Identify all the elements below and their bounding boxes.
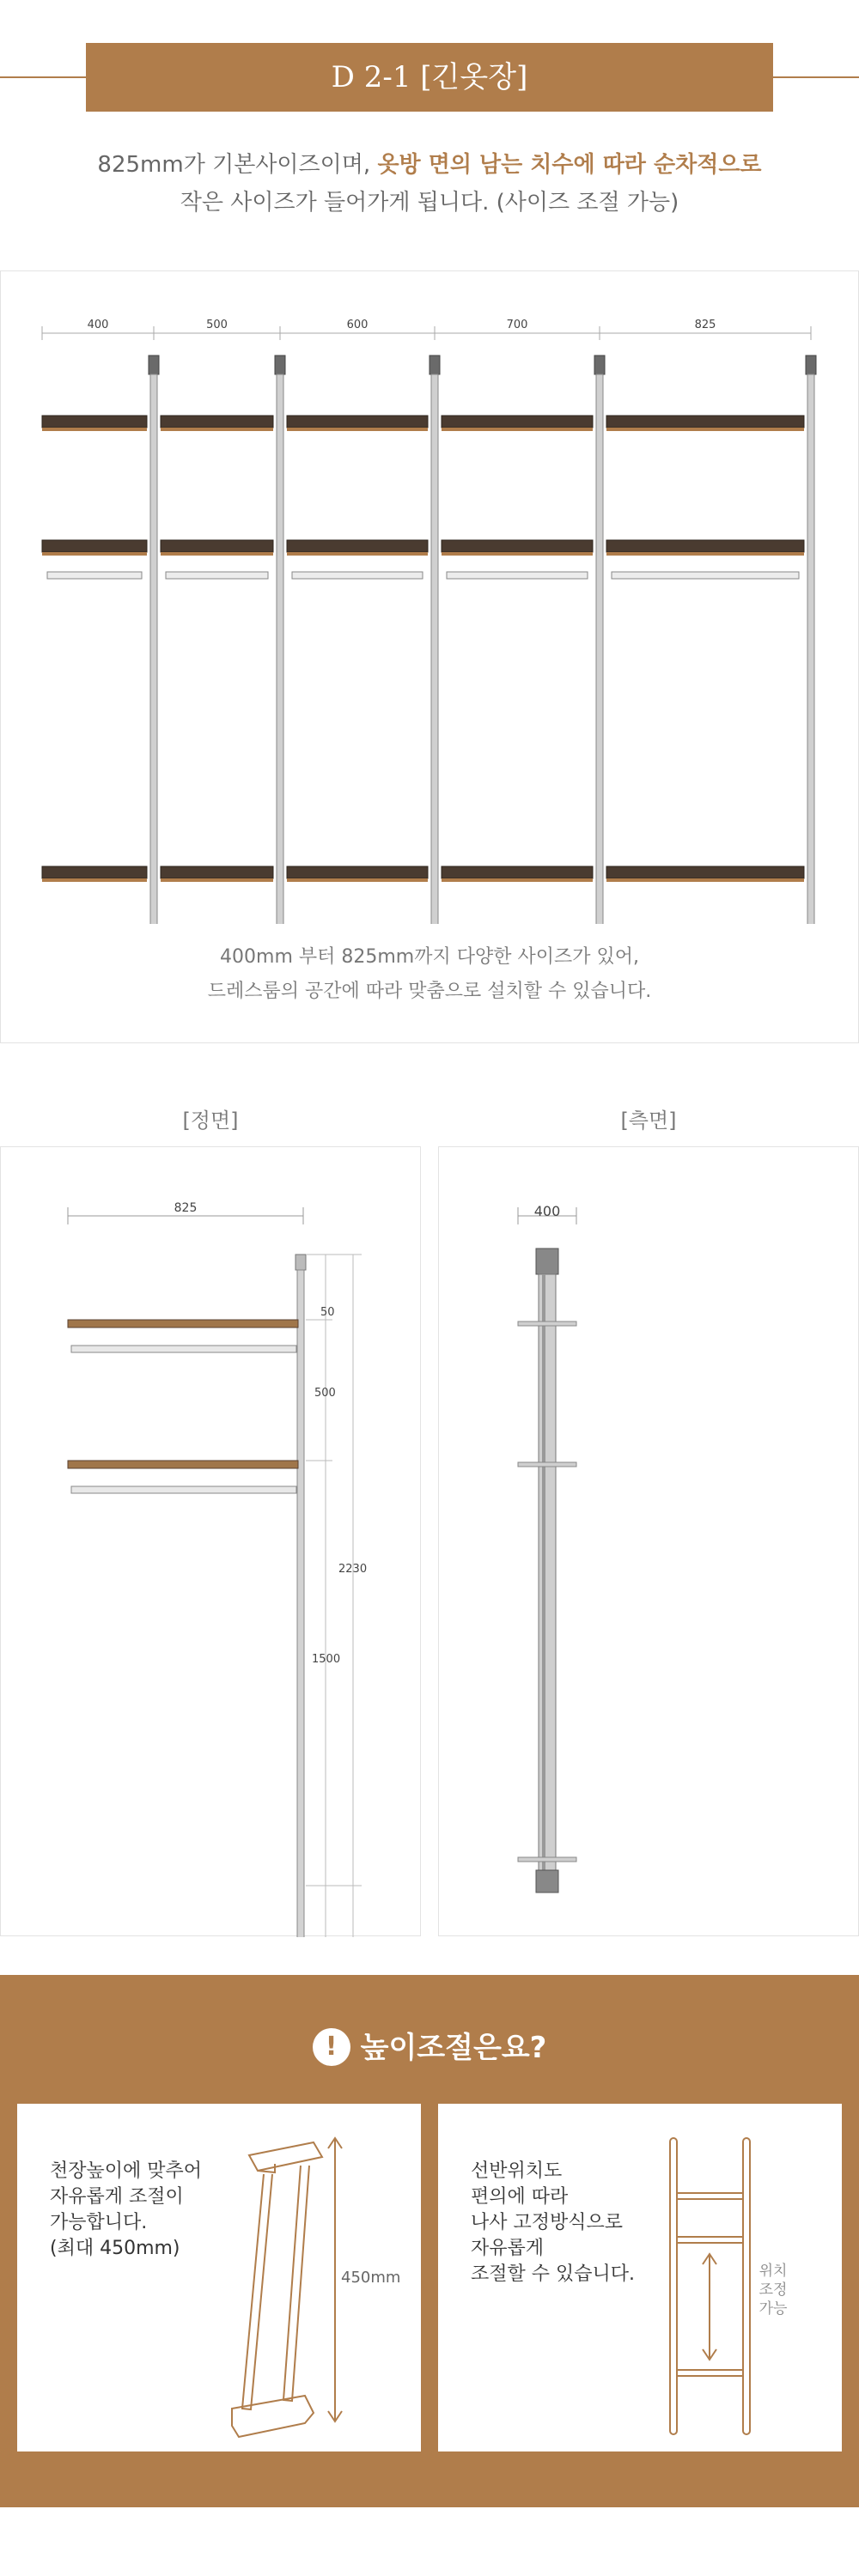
overview-pole — [596, 374, 603, 924]
overview-shelf-edge — [287, 552, 428, 556]
overview-width-label: 400 — [87, 319, 109, 331]
left-pole — [242, 2174, 272, 2409]
ladder-rung-1 — [677, 2193, 743, 2199]
height-card-line: 가능합니다. — [50, 2212, 148, 2233]
overview-pole-top-cap — [806, 355, 816, 374]
front-dim-mid-label: 500 — [314, 1387, 336, 1400]
title-section — [0, 43, 859, 112]
intro-line-1-plain: 825mm가 기본사이즈이며, — [97, 152, 378, 178]
height-card-line: 자유롭게 조절이 — [50, 2186, 184, 2208]
overview-pole — [150, 374, 157, 924]
overview-shelf-edge — [42, 878, 147, 882]
front-dim-low-label: 1500 — [312, 1653, 341, 1666]
front-view-panel — [0, 1146, 421, 1936]
overview-caption-2: 드레스룸의 공간에 따라 맞춤으로 설치할 수 있습니다. — [207, 981, 652, 1002]
right-pole — [283, 2166, 309, 2401]
side-pole-groove — [542, 1274, 545, 1875]
overview-shelf — [287, 540, 428, 552]
overview-dimension-lines — [42, 319, 811, 340]
overview-shelf-edge — [442, 428, 593, 431]
overview-shelf-edge — [287, 428, 428, 431]
overview-shelf — [606, 866, 804, 878]
overview-shelf-edge — [606, 428, 804, 431]
overview-width-label: 600 — [346, 319, 369, 331]
front-rod-mid — [71, 1486, 296, 1493]
side-view-panel — [438, 1146, 859, 1936]
title-rule-right — [773, 76, 859, 78]
intro-highlight: 옷방 면의 남는 치수에 따라 순차적으로 — [377, 152, 762, 178]
height-range-label: 450mm — [341, 2269, 401, 2287]
shelf-card-line: 조절할 수 있습니다. — [471, 2263, 635, 2285]
overview-shelf-edge — [42, 428, 147, 431]
intro-line-2: 작은 사이즈가 들어가게 됩니다. (사이즈 조절 가능) — [180, 190, 679, 216]
overview-shelf-edge — [161, 552, 273, 556]
overview-shelf-edge — [42, 552, 147, 556]
side-label-line: 조정 — [758, 2281, 788, 2299]
overview-shelf — [442, 540, 593, 552]
overview-pole-top-cap — [275, 355, 285, 374]
overview-shelf-edge — [442, 878, 593, 882]
side-shelf-bottom — [518, 1857, 576, 1862]
overview-pole — [277, 374, 283, 924]
side-view-label: [측면] — [620, 1109, 677, 1133]
front-width-label: 825 — [174, 1201, 198, 1215]
overview-hanger-rod — [292, 572, 423, 579]
overview-width-label: 500 — [206, 319, 228, 331]
front-view-label: [정면] — [182, 1109, 239, 1133]
overview-shelf-edge — [161, 878, 273, 882]
shelf-card-line: 나사 고정방식으로 — [471, 2212, 624, 2233]
side-shelf-mid — [518, 1462, 576, 1467]
overview-pole — [807, 374, 814, 924]
overview-shelf-edge — [606, 552, 804, 556]
side-pole — [539, 1274, 556, 1875]
ladder-right-rail — [743, 2138, 750, 2434]
front-dim-total-label: 2230 — [338, 1563, 368, 1576]
height-adjust-illustration — [17, 2104, 421, 2451]
height-card-line: (최대 450mm) — [50, 2238, 180, 2259]
overview-width-label: 700 — [506, 319, 528, 331]
overview-hanger-rod — [47, 572, 142, 579]
page-title: D 2-1 [긴옷장] — [86, 43, 773, 112]
overview-pole-top-cap — [594, 355, 605, 374]
front-view-diagram — [1, 1147, 422, 1937]
height-card-line: 천장높이에 맞추어 — [50, 2160, 203, 2182]
shelf-position-illustration — [438, 2104, 842, 2451]
overview-hanger-rod — [612, 572, 799, 579]
overview-width-label: 825 — [694, 319, 716, 331]
overview-shelf — [287, 416, 428, 428]
front-pole-top-cap — [295, 1255, 306, 1270]
height-card — [17, 2104, 421, 2451]
front-dim-top-label: 50 — [320, 1306, 335, 1319]
ladder-rung-2 — [677, 2237, 743, 2243]
intro-text — [0, 146, 859, 222]
overview-shelf — [42, 866, 147, 878]
overview-shelf — [606, 416, 804, 428]
front-shelf-top — [68, 1320, 298, 1327]
height-adjust-title-text: 높이조절은요? — [360, 2031, 547, 2065]
front-shelf-mid — [68, 1461, 298, 1468]
overview-hanger-rod — [447, 572, 588, 579]
side-depth-label: 400 — [533, 1203, 561, 1219]
bottom-base — [232, 2396, 314, 2437]
ladder-rung-3 — [677, 2370, 743, 2376]
overview-shelf — [287, 866, 428, 878]
overview-shelf-edge — [606, 878, 804, 882]
ladder-left-rail — [670, 2138, 677, 2434]
side-label-line: 위치 — [758, 2263, 788, 2280]
side-label-line: 가능 — [758, 2300, 788, 2318]
overview-shelf — [442, 416, 593, 428]
overview-hanger-rod — [166, 572, 268, 579]
top-bracket — [249, 2142, 322, 2171]
shelf-card-line: 편의에 따라 — [471, 2186, 569, 2208]
exclamation-icon: ! — [313, 2028, 350, 2066]
intro-line-1 — [0, 146, 859, 184]
overview-diagram — [1, 271, 859, 924]
overview-shelf-edge — [287, 878, 428, 882]
overview-shelf — [42, 540, 147, 552]
overview-pole-top-cap — [149, 355, 159, 374]
overview-shelf — [161, 866, 273, 878]
height-adjust-section — [0, 1975, 859, 2507]
height-adjust-title — [0, 2026, 859, 2069]
side-view-diagram — [439, 1147, 859, 1937]
side-bottom-cap — [536, 1870, 558, 1893]
shelf-card-line: 선반위치도 — [471, 2160, 563, 2182]
overview-panel — [0, 270, 859, 1043]
title-rule-left — [0, 76, 86, 78]
overview-shelf-edge — [442, 552, 593, 556]
front-pole — [297, 1270, 304, 1937]
overview-shelf — [606, 540, 804, 552]
front-rod-top — [71, 1346, 296, 1352]
overview-shelf — [42, 416, 147, 428]
overview-pole-top-cap — [430, 355, 440, 374]
shelf-card-line: 자유롭게 — [471, 2238, 545, 2259]
overview-shelf — [161, 540, 273, 552]
overview-structure — [42, 355, 816, 924]
overview-shelf-edge — [161, 428, 273, 431]
overview-caption-1: 400mm 부터 825mm까지 다양한 사이즈가 있어, — [220, 946, 639, 968]
overview-pole — [431, 374, 438, 924]
side-top-cap — [536, 1249, 558, 1274]
overview-shelf — [161, 416, 273, 428]
overview-shelf — [442, 866, 593, 878]
side-shelf-top — [518, 1321, 576, 1326]
shelf-position-card — [438, 2104, 842, 2451]
